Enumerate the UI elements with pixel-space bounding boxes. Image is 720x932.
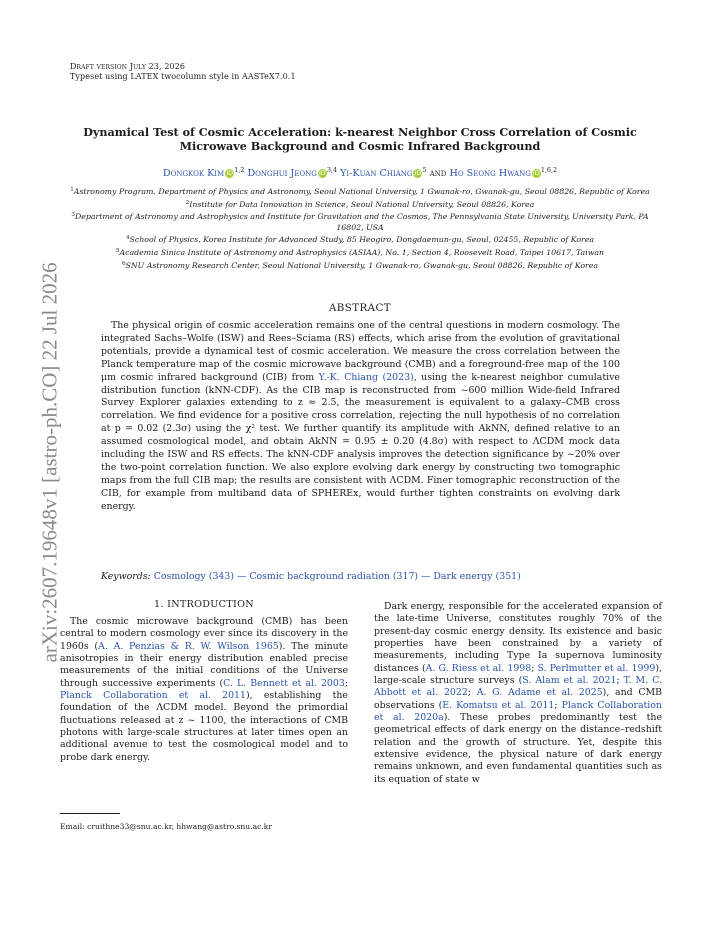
affiliation-list <box>70 185 650 271</box>
citation-link[interactable]: C. L. Bennett et al. 2003 <box>223 677 345 689</box>
author-name[interactable]: Dongkok Kim <box>162 168 225 179</box>
intro-left-column <box>60 616 348 764</box>
citation-link[interactable]: A. G. Riess et al. 1998 <box>425 662 532 674</box>
citation-link[interactable]: S. Alam et al. 2021 <box>522 675 617 687</box>
body-text: ), establishing the foundation of the ΛCDM model. Beyond the primordial fluctuations released at z ~ 1100, the interactions of CMB photons with large-scale structures at later times open an additional avenue to test the cosmological model and to probe dark energy. <box>60 690 348 763</box>
body-text: ), and CMB observations ( <box>374 687 663 711</box>
email-footnote: Email: cruithne33@snu.ac.kr, hhwang@astro.snu.ac.kr <box>60 822 273 831</box>
citation-link[interactable]: Y.-K. Chiang (2023) <box>318 371 414 383</box>
body-text: ), large-scale structure surveys ( <box>374 662 662 687</box>
author-affiliation-marks: 1,2 <box>234 166 245 174</box>
citation-link[interactable]: A. G. Adame et al. 2025 <box>476 687 603 699</box>
affiliation-item: $^6$SNU Astronomy Research Center, Seoul National University, 1 Gwanak-ro, Gwanak-gu, Seoul 08826, Republic of Korea <box>121 260 599 270</box>
affiliation-item: $^5$Academia Sinica Institute of Astronomy and Astrophysics (ASIAA), No. 1, Section 4, Roosevelt Road, Taipei 10617, Taiwan <box>115 247 605 257</box>
body-text: ; <box>554 699 562 711</box>
citation-link[interactable]: A. A. Penzias & R. W. Wilson 1965 <box>98 640 279 652</box>
citation-link[interactable]: T. M. C. Abbott et al. 2022 <box>374 675 662 699</box>
body-text: ; <box>616 675 624 687</box>
orcid-icon[interactable]: iD <box>414 169 422 177</box>
body-text: The cosmic microwave background (CMB) has been central to modern cosmology ever since its discovery in the 1960s ( <box>60 616 348 652</box>
orcid-icon[interactable]: iD <box>226 169 234 177</box>
author-name[interactable]: Donghui Jeong <box>247 168 317 179</box>
orcid-icon[interactable]: iD <box>532 169 540 177</box>
affiliation-item: $^3$Department of Astronomy and Astrophysics and Institute for Gravitation and the Cosmos, The Pennsylvania State University, University Park, PA 16802, USA <box>71 212 649 232</box>
body-text: ). These probes predominantly test the geometrical effects of dark energy on the distance–redshift relation and the growth of structure. Yet, despite this extensive evidence, the physical nature of dark energy remains unknown, and even fundamental quantities such as its equation of state w <box>374 712 662 785</box>
footnote-rule <box>60 813 120 814</box>
arxiv-identifier-stamp: arXiv:2607.19648v1 [astro-ph.CO] 22 Jul 2026 <box>37 262 62 663</box>
abstract-heading: ABSTRACT <box>328 302 392 314</box>
affiliation-item: $^2$Institute for Data Innovation in Science, Seoul National University, Seoul 08826, Korea <box>185 199 535 209</box>
paper-title: Dynamical Test of Cosmic Acceleration: k-nearest Neighbor Cross Correlation of Cosmic Microwave Background and Cosmic Infrared Background <box>83 125 637 153</box>
author-name[interactable]: Yi-Kuan Chiang <box>340 168 413 179</box>
section-heading-introduction: 1. INTRODUCTION <box>154 599 254 610</box>
author-list <box>50 166 670 179</box>
keywords-line <box>101 571 620 582</box>
body-text: ; <box>467 687 477 699</box>
intro-right-column <box>374 601 662 786</box>
body-text: ). The minute anisotropies in their energy distribution enabled precise measurements of the initial conditions of the Universe through successive experiments ( <box>60 640 349 689</box>
affiliation-item: $^4$School of Physics, Korea Institute for Advanced Study, 85 Heogiro, Dongdaemun-gu, Seoul, 02455, Republic of Korea <box>125 235 595 245</box>
draft-version-line: Draft version July 23, 2026 <box>70 62 186 71</box>
body-text: ; <box>531 662 538 674</box>
body-text: ; <box>344 677 348 689</box>
keywords-links[interactable]: Cosmology (343) — Cosmic background radiation (317) — Dark energy (351) <box>153 571 521 582</box>
body-text: Dark energy, responsible for the accelerated expansion of the late-time Universe, constitutes roughly 70% of the present-day cosmic energy density. Its existence and basic properties have been constrained by a variety of measurements, including Type Ia supernova luminosity distances ( <box>374 601 662 674</box>
citation-link[interactable]: Planck Collaboration et al. 2011 <box>60 690 246 702</box>
affiliation-item: $^1$Astronomy Program, Department of Physics and Astronomy, Seoul National University, 1 Gwanak-ro, Gwanak-gu, Seoul 08826, Republic of Korea <box>70 187 650 196</box>
author-affiliation-marks: 3,4 <box>326 166 338 174</box>
citation-link[interactable]: E. Komatsu et al. 2011 <box>442 699 555 711</box>
typeset-line: Typeset using LATEX twocolumn style in AASTeX7.0.1 <box>70 72 296 81</box>
author-affiliation-marks: 5 <box>422 166 427 174</box>
author-name[interactable]: Ho Seong Hwang <box>449 168 531 179</box>
citation-link[interactable]: Planck Collaboration et al. 2020a <box>374 699 662 724</box>
orcid-icon[interactable]: iD <box>318 169 326 177</box>
abstract-body: The physical origin of cosmic acceleration remains one of the central questions in modern cosmology. The integrated Sachs–Wolfe (ISW) and Rees–Sciama (RS) effects, which arise from the evolution of gravitational potentials, provide a dynamical test of cosmic acceleration. We measure the cross correlation between the Planck temperature map of the cosmic microwave background (CMB) and a foreground-free map of the 100 μm cosmic infrared background (CIB) from Y.-K. Chiang (2023), using the k-nearest neighbor cumulative distribution function (kNN-CDF). As the CIB map is reconstructed from ~600 million Wide-field Infrared Survey Explorer galaxies extending to z ≈ 2.5, the measurement is equivalent to a galaxy–CMB cross correlation. We find evidence for a positive cross correlation, rejecting the null hypothesis of no correlation at p = 0.02 (2.3σ) using the χ² test. We further quantify its amplitude with AkNN, defined relative to an assumed cosmological model, and obtain AkNN = 0.95 ± 0.20 (4.8σ) with respect to ΛCDM mock data including the ISW and RS effects. The kNN-CDF analysis improves the detection significance by ~20% over the two-point correlation function. We also explore evolving dark energy by constructing two tomographic maps from the full CIB map; the results are consistent with ΛCDM. Finer tomographic reconstruction of the CIB, for example from multiband data of SPHEREx, would further tighten constraints on evolving dark energy. <box>101 320 620 512</box>
authors-conjunction: and <box>429 168 447 179</box>
author-affiliation-marks: 1,6,2 <box>540 166 558 174</box>
keywords-label: Keywords: <box>101 571 151 582</box>
citation-link[interactable]: S. Perlmutter et al. 1999 <box>537 662 656 674</box>
